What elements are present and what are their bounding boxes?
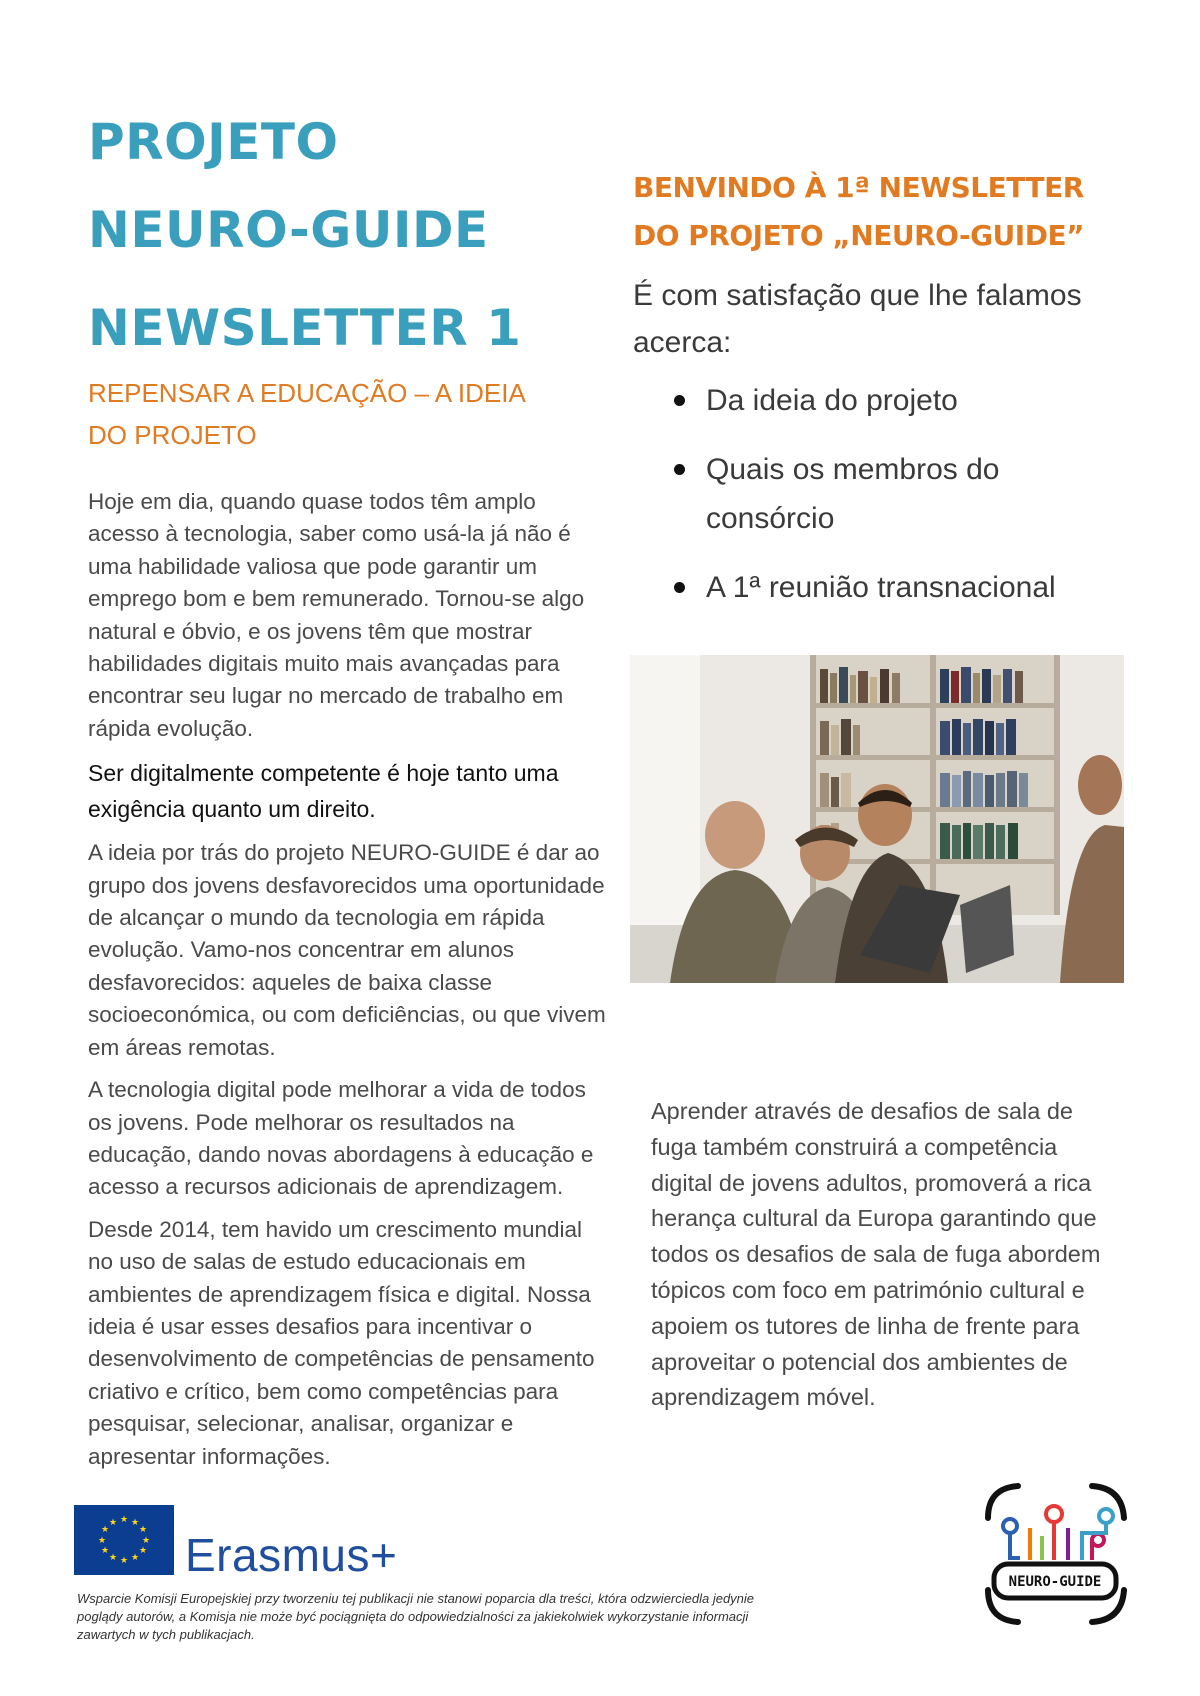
disclaimer-text: Wsparcie Komisji Europejskiej przy tworzeniu tej publikacji nie stanowi poparcia dla treści, która odzwierciedla jedynie poglądy autorów, a Komisja nie może być pociągnięta do odpowiedzialności za jakiekolwiek wykorzystanie informacji zawartych w tych publikacjach. bbox=[77, 1591, 755, 1642]
paragraph-idea: A ideia por trás do projeto NEURO-GUIDE é dar ao grupo dos jovens desfavorecidos uma oportunidade de alcançar o mundo da tecnologia em rápida evolução. Vamo-nos concentrar em alunos desfavorecidos: aqueles de baixa classe socioeconómica, ou com deficiências, ou que vivem em áreas remotas. bbox=[88, 840, 606, 1060]
welcome-heading bbox=[633, 164, 1133, 260]
topics-list bbox=[633, 376, 1103, 632]
svg-text:★: ★ bbox=[141, 1536, 151, 1546]
eu-flag-logo bbox=[74, 1505, 174, 1575]
list-item: Da ideia do projeto bbox=[633, 376, 1103, 425]
title-line-1: PROJETO bbox=[88, 113, 339, 171]
svg-text:★: ★ bbox=[108, 1518, 118, 1528]
title-line-2: NEURO-GUIDE bbox=[88, 201, 489, 259]
page-title bbox=[88, 98, 608, 372]
svg-text:★: ★ bbox=[138, 1546, 148, 1556]
paragraph-technology: A tecnologia digital pode melhorar a vida de todos os jovens. Pode melhorar os resultados na educação, dando novas abordagens à educação e acesso a recursos adicionais de aprendizagem. bbox=[88, 1077, 594, 1200]
svg-text:★: ★ bbox=[119, 1556, 129, 1566]
bullet-dot bbox=[674, 582, 685, 593]
paragraph-intro: Hoje em dia, quando quase todos têm amplo acesso à tecnologia, saber como usá-la já não é uma habilidade valiosa que pode garantir um emprego bom e bem remunerado. Tornou-se algo natural e óbvio, e os jovens têm que mostrar habilidades digitais muito mais avançadas para encontrar seu lugar no mercado de trabalho em rápida evolução. bbox=[88, 489, 585, 741]
closing-paragraph: Aprender através de desafios de sala de fuga também construirá a competência digital de jovens adultos, promoverá a rica herança cultural da Europa garantindo que todos os desafios de sala de fuga abordem tópicos com foco em património cultural e apoiem os tutores de linha de frente para aproveitar o potencial dos ambientes de aprendizagem móvel. bbox=[651, 1098, 1101, 1411]
svg-text:★: ★ bbox=[100, 1525, 110, 1535]
left-article bbox=[88, 486, 608, 1483]
students-photo bbox=[630, 655, 1124, 983]
list-item: A 1ª reunião transnacional bbox=[633, 563, 1103, 612]
welcome-line-2: DO PROJETO „NEURO-GUIDE” bbox=[633, 219, 1084, 252]
svg-text:★: ★ bbox=[138, 1525, 148, 1535]
intro-text: É com satisfação que lhe falamos acerca: bbox=[633, 279, 1082, 359]
section-title: REPENSAR A EDUCAÇÃO – A IDEIA DO PROJETO bbox=[88, 378, 525, 450]
title-line-3: NEWSLETTER 1 bbox=[88, 299, 522, 357]
welcome-line-1: BENVINDO À 1ª NEWSLETTER bbox=[633, 171, 1084, 204]
svg-text:★: ★ bbox=[130, 1518, 140, 1528]
svg-text:★: ★ bbox=[108, 1553, 118, 1563]
svg-text:★: ★ bbox=[100, 1546, 110, 1556]
paragraph-emphasis: Ser digitalmente competente é hoje tanto uma exigência quanto um direito. bbox=[88, 760, 559, 823]
svg-text:★: ★ bbox=[130, 1553, 140, 1563]
erasmus-logo-text: Erasmus+ bbox=[185, 1529, 398, 1581]
bullet-dot bbox=[674, 395, 685, 406]
logo-label: NEURO-GUIDE bbox=[1008, 1574, 1102, 1590]
paragraph-escape-rooms: Desde 2014, tem havido um crescimento mundial no uso de salas de estudo educacionais em ambientes de aprendizagem física e digital. Nossa ideia é usar esses desafios para incentivar o desenvolvimento de competências de pensamento criativo e crítico, bem como competências para pesquisar, selecionar, analisar, organizar e apresentar informações. bbox=[88, 1216, 595, 1469]
svg-text:★: ★ bbox=[119, 1515, 129, 1525]
list-item: Quais os membros do consórcio bbox=[633, 445, 1103, 543]
bullet-dot bbox=[674, 464, 685, 475]
svg-text:★: ★ bbox=[97, 1536, 107, 1546]
neuro-guide-logo bbox=[978, 1478, 1132, 1630]
